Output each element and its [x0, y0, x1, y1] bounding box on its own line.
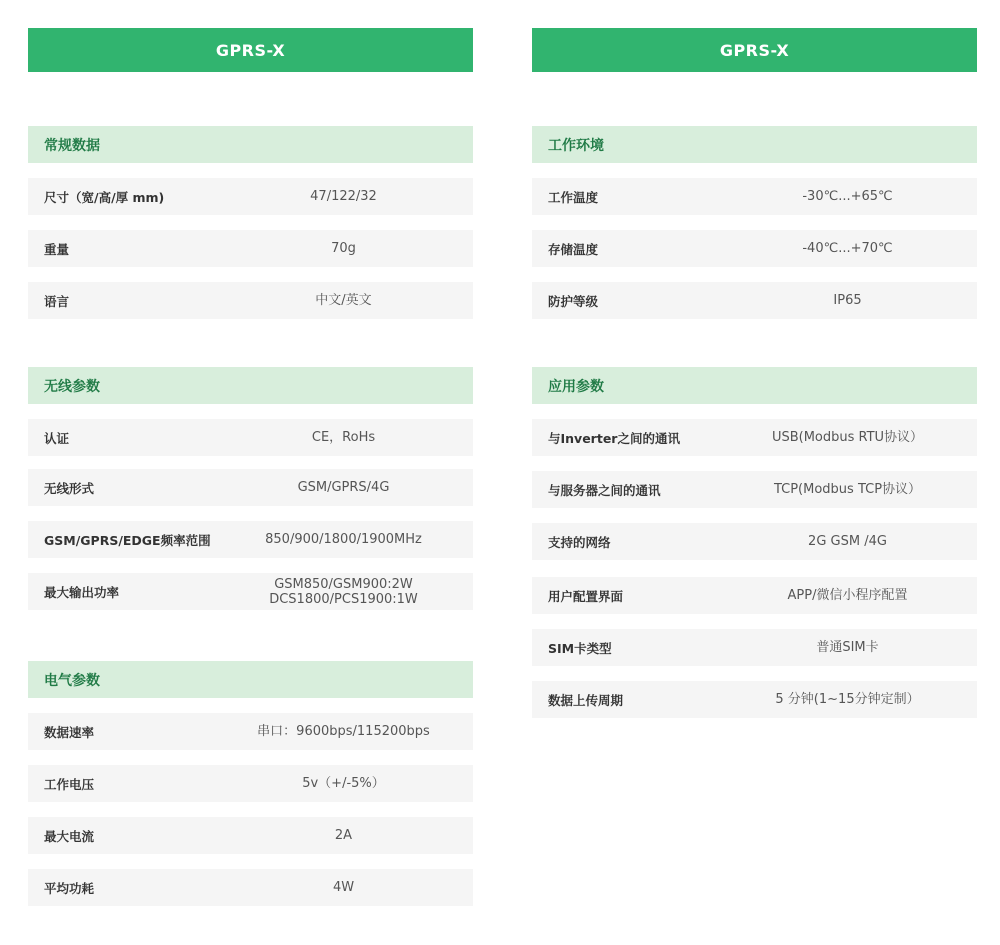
spec-value: 串口：9600bps/115200bps	[257, 724, 430, 739]
section-heading: 无线参数	[28, 367, 473, 404]
spec-value: 70g	[331, 241, 356, 256]
spec-row-storage-temp	[532, 230, 977, 267]
spec-value: -30℃...+65℃	[802, 189, 893, 204]
spec-label: 存储温度	[548, 241, 599, 257]
spec-value: APP/微信小程序配置	[787, 588, 908, 603]
spec-value-line: DCS1800/PCS1900:1W	[269, 591, 418, 607]
spec-label: 重量	[44, 241, 70, 257]
spec-label: 工作电压	[44, 776, 95, 792]
spec-value: 2A	[334, 828, 353, 843]
spec-row-operating-voltage	[28, 765, 473, 802]
spec-row-protection-level	[532, 282, 977, 319]
spec-row-inverter-comm	[532, 419, 977, 456]
spec-label: 最大输出功率	[44, 584, 120, 600]
spec-row-config-interface	[532, 577, 977, 614]
left-product-title: GPRS-X	[28, 28, 473, 72]
spec-label: 与服务器之间的通讯	[548, 482, 661, 498]
spec-value: 中文/英文	[315, 293, 372, 308]
right-spec-column	[532, 28, 977, 708]
section-wireless-params	[28, 367, 473, 610]
spec-value: 850/900/1800/1900MHz	[265, 532, 422, 547]
spec-label: 语言	[44, 293, 70, 309]
spec-label: SIM卡类型	[548, 640, 612, 656]
section-electrical-params	[28, 661, 473, 906]
spec-label: 数据速率	[44, 724, 95, 740]
spec-label: GSM/GPRS/EDGE频率范围	[44, 532, 211, 548]
spec-row-server-comm	[532, 471, 977, 508]
spec-row-max-output-power	[28, 573, 473, 610]
spec-value-line: GSM850/GSM900:2W	[274, 576, 413, 592]
spec-value: 5 分钟(1~15分钟定制）	[775, 692, 920, 707]
spec-row-upload-period	[532, 681, 977, 718]
spec-value-multiline	[254, 577, 473, 607]
spec-row-certification	[28, 419, 473, 456]
section-working-environment	[532, 126, 977, 319]
spec-row-language	[28, 282, 473, 319]
spec-label: 支持的网络	[548, 534, 611, 550]
spec-value: -40℃...+70℃	[802, 241, 893, 256]
spec-value: 5v（+/-5%）	[302, 776, 385, 791]
spec-row-sim-type	[532, 629, 977, 666]
section-heading: 应用参数	[532, 367, 977, 404]
section-heading: 电气参数	[28, 661, 473, 698]
spec-value: 4W	[332, 880, 355, 895]
spec-row-frequency-range	[28, 521, 473, 558]
section-general-data	[28, 126, 473, 319]
spec-value: 2G GSM /4G	[808, 534, 887, 549]
spec-label: 平均功耗	[44, 880, 95, 896]
spec-label: 工作温度	[548, 189, 599, 205]
spec-value: IP65	[833, 293, 862, 308]
spec-value: 47/122/32	[310, 189, 377, 204]
section-heading: 常规数据	[28, 126, 473, 163]
spec-row-weight	[28, 230, 473, 267]
right-product-title: GPRS-X	[532, 28, 977, 72]
spec-label: 尺寸（宽/高/厚 mm)	[44, 189, 165, 205]
spec-label: 用户配置界面	[548, 588, 624, 604]
spec-row-size	[28, 178, 473, 215]
spec-value: USB(Modbus RTU协议）	[771, 430, 924, 445]
left-spec-column	[28, 28, 473, 896]
section-heading: 工作环境	[532, 126, 977, 163]
spec-label: 防护等级	[548, 293, 599, 309]
spec-label: 无线形式	[44, 480, 95, 496]
spec-row-operating-temp	[532, 178, 977, 215]
spec-label: 最大电流	[44, 828, 95, 844]
spec-row-supported-network	[532, 523, 977, 560]
section-application-params	[532, 367, 977, 718]
spec-value: 普通SIM卡	[816, 640, 879, 655]
spec-value: TCP(Modbus TCP协议）	[773, 482, 922, 497]
spec-row-wireless-type	[28, 469, 473, 506]
spec-row-max-current	[28, 817, 473, 854]
spec-row-data-rate	[28, 713, 473, 750]
spec-label: 与Inverter之间的通讯	[548, 430, 680, 446]
spec-value: CE，RoHs	[311, 430, 376, 445]
spec-label: 认证	[44, 430, 70, 446]
spec-value: GSM/GPRS/4G	[297, 480, 390, 495]
spec-row-avg-power	[28, 869, 473, 906]
spec-label: 数据上传周期	[548, 692, 624, 708]
